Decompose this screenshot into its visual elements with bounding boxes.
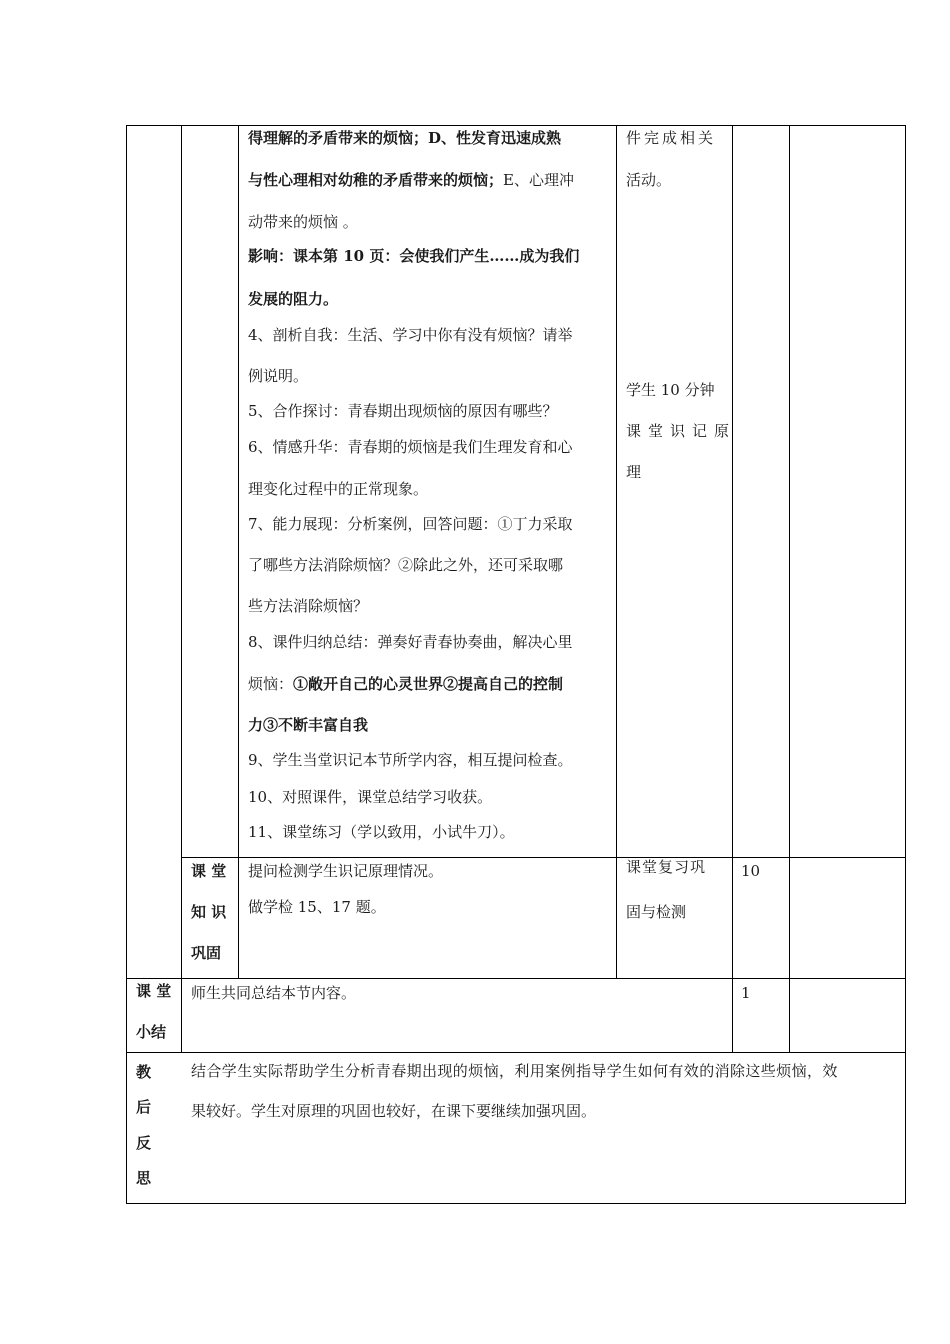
student-line: 理: [626, 463, 642, 481]
row-label: 教: [136, 1063, 152, 1081]
activity-line: 些方法消除烦恼？: [248, 597, 369, 615]
student-line: 件完成相关: [626, 129, 717, 147]
student-line: 活动。: [626, 171, 672, 189]
student-line: 课堂复习巩: [626, 858, 707, 876]
activity-line: 4、剖析自我：生活、学习中你有没有烦恼？请举: [248, 326, 573, 344]
activity-line: 了哪些方法消除烦恼？②除此之外，还可采取哪: [248, 556, 564, 574]
grid-line: [181, 857, 906, 858]
activity-line: 与性心理相对幼稚的矛盾带来的烦恼；E、心理冲: [248, 171, 574, 189]
activity-line: 9、学生当堂识记本节所学内容，相互提问检查。: [248, 751, 573, 769]
row-label: 小结: [136, 1023, 167, 1041]
activity-line: 11、课堂练习（学以致用，小试牛刀）。: [248, 823, 515, 841]
row-label: 后: [136, 1098, 152, 1116]
row-label: 知 识: [191, 903, 227, 921]
activity-line: 例说明。: [248, 367, 309, 385]
activity-line: 5、合作探讨：青春期出现烦恼的原因有哪些？: [248, 402, 558, 420]
activity-line: 烦恼：①敞开自己的心灵世界②提高自己的控制: [248, 675, 564, 693]
activity-line: 理变化过程中的正常现象。: [248, 480, 429, 498]
grid-line: [905, 125, 906, 1204]
reflection-line: 果较好。学生对原理的巩固也较好，在课下要继续加强巩固。: [191, 1102, 597, 1120]
activity-line: 力③不断丰富自我: [248, 716, 369, 734]
activity-line: 影响：课本第 10 页：会使我们产生……成为我们: [248, 247, 580, 265]
student-line: 课堂识记原: [626, 422, 737, 440]
summary-content: 师生共同总结本节内容。: [191, 984, 357, 1002]
time-value: 10: [741, 862, 761, 880]
reflection-line: 结合学生实际帮助学生分析青春期出现的烦恼，利用案例指导学生如何有效的消除这些烦恼，效: [191, 1062, 838, 1080]
activity-line: 动带来的烦恼 。: [248, 213, 358, 231]
row-label: 反: [136, 1134, 152, 1152]
grid-line: [126, 1203, 906, 1204]
grid-line: [789, 125, 790, 1053]
grid-line: [238, 125, 239, 979]
activity-line: 7、能力展现：分析案例，回答问题：①丁力采取: [248, 515, 573, 533]
activity-line: 10、对照课件，课堂总结学习收获。: [248, 788, 493, 806]
row-label: 巩固: [191, 944, 222, 962]
activity-line: 6、情感升华：青春期的烦恼是我们生理发育和心: [248, 438, 573, 456]
row-label: 思: [136, 1169, 152, 1187]
grid-line: [616, 125, 617, 979]
row-label: 课 堂: [136, 982, 172, 1000]
activity-line: 8、课件归纳总结：弹奏好青春协奏曲，解决心里: [248, 633, 573, 651]
activity-line: 提问检测学生识记原理情况。: [248, 862, 444, 880]
grid-line: [181, 125, 182, 1053]
student-line: 学生 10 分钟: [626, 381, 715, 399]
activity-line: 发展的阻力。: [248, 290, 339, 308]
time-value: 1: [741, 984, 751, 1002]
student-line: 固与检测: [626, 903, 687, 921]
grid-line: [732, 125, 733, 1053]
grid-line: [126, 125, 127, 1204]
activity-line: 做学检 15、17 题。: [248, 898, 386, 916]
activity-line: 得理解的矛盾带来的烦恼；D、性发育迅速成熟: [248, 129, 562, 147]
row-label: 课 堂: [191, 862, 227, 880]
